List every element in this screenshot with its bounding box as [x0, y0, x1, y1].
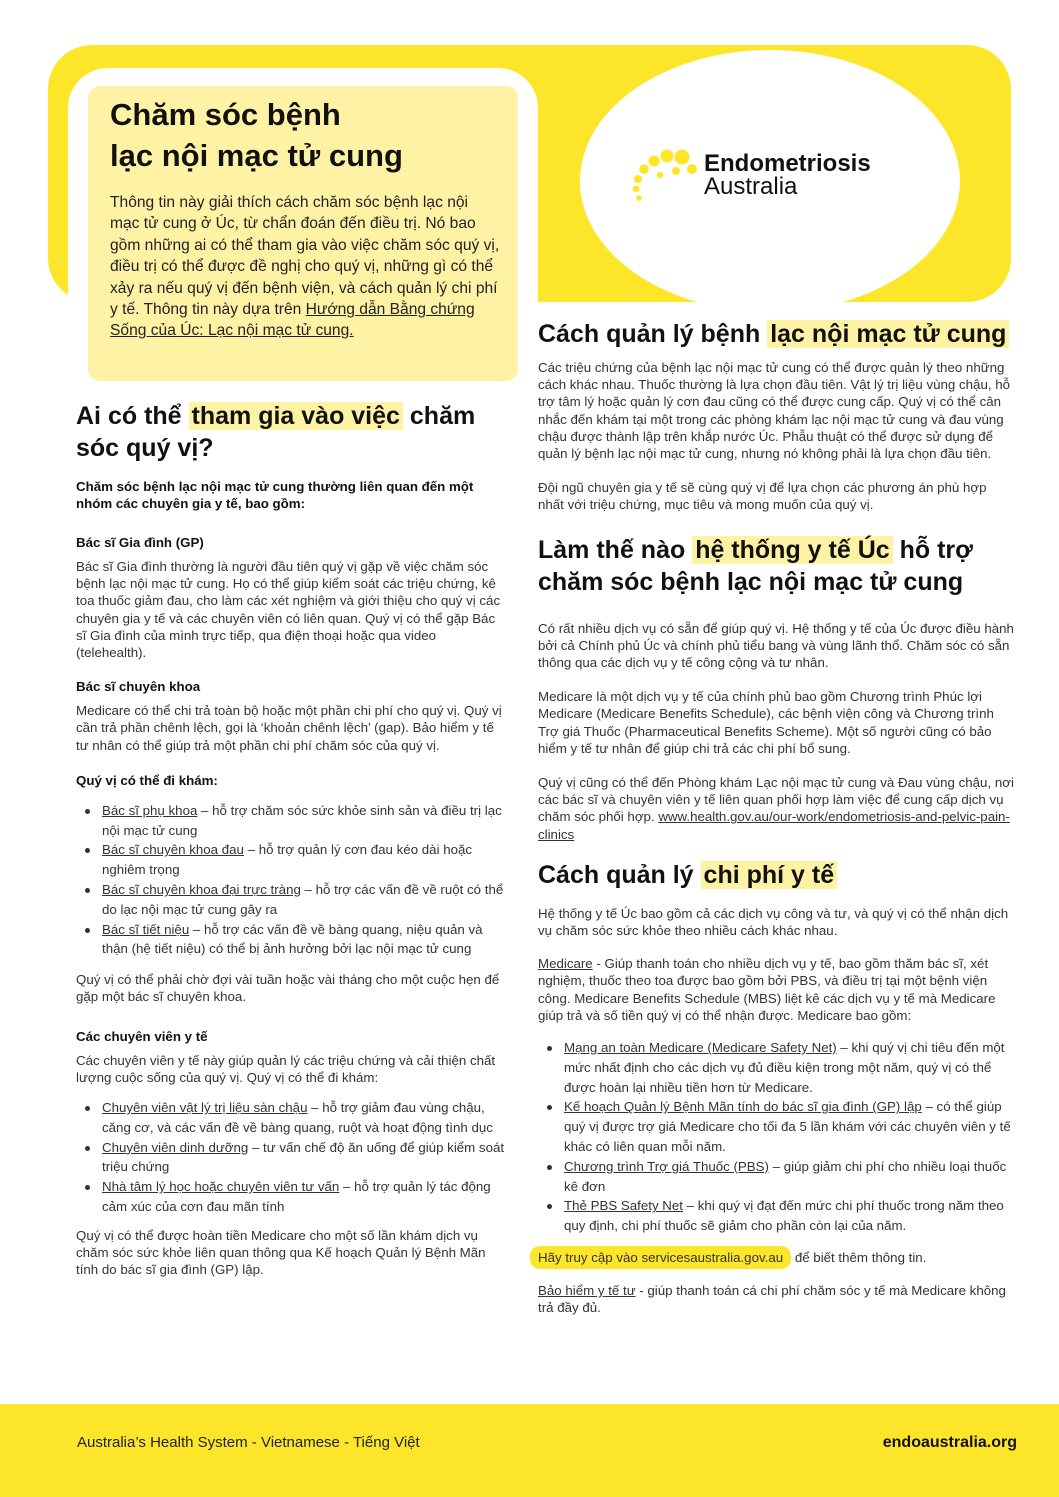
medicare-link[interactable]: Medicare	[538, 956, 593, 972]
manage-paragraph-1: Các triệu chứng của bệnh lạc nội mạc tử cung có thể được quản lý theo những cách khác nhau. Thuốc thường là lựa chọn đầu tiên. Vật lý trị liệu vùng chậu, hỗ trợ tâm lý hoặc quản lý cơn đau cũng có thể được cung cấp. Quý vị có thể cân nhắc đến khám tại một trong các phòng khám lạc nội mạc tử cung và đau vùng chậu được thành lập trên khắp nước Úc. Phẫu thuật có thể được sử dụng để quản lý bệnh lạc nội mạc tử cung, nhưng nó không phải là lựa chọn đầu tiên.	[538, 360, 1011, 462]
costs-heading-pre: Cách quản lý	[538, 860, 701, 889]
costs-paragraph-1: Hệ thống y tế Úc bao gồm cả các dịch vụ công và tư, và quý vị có thể nhận dịch vụ chăm sóc sức khỏe theo nhiều cách khác nhau.	[538, 905, 1009, 939]
system-heading	[538, 534, 1016, 598]
page-title	[110, 94, 500, 176]
costs-heading-highlight: chi phí y tế	[701, 861, 838, 889]
visit-services-line	[538, 1246, 1016, 1269]
who-heading-pre: Ai có thể	[76, 402, 189, 430]
list-item	[102, 840, 508, 880]
list-item-text: – tư vấn chế độ ăn uống để giúp kiểm soát triệu chứng	[102, 1139, 505, 1175]
system-paragraph-3	[538, 774, 1016, 843]
allied-list	[76, 1098, 508, 1217]
list-item	[564, 1157, 1016, 1197]
list-item	[564, 1097, 1016, 1156]
list-item-text: – hỗ trợ các vấn đề về ruột có thể do lạc nội mạc tử cung gây ra	[102, 882, 504, 917]
who-heading	[76, 400, 508, 464]
endometriosis-australia-logo[interactable]	[630, 147, 900, 207]
list-item-text: – khi quý vị đạt đến mức chi phí thuốc trong năm theo quy định, chi phí thuốc sẽ giảm cho phần còn lại của năm.	[564, 1198, 1004, 1234]
medicare-paragraph	[538, 955, 1016, 1024]
system-heading-highlight: hệ thống y tế Úc	[692, 536, 892, 564]
urologist-link[interactable]: Bác sĩ tiết niệu	[102, 921, 190, 937]
clinics-link[interactable]: www.health.gov.au/our-work/endometriosis-and-pelvic-pain-clinics	[538, 809, 1010, 842]
specialist-title: Bác sĩ chuyên khoa	[76, 679, 201, 695]
allied-text: Các chuyên viên y tế này giúp quản lý các triệu chứng và cải thiện chất lượng cuộc sống của quý vị. Quý vị có thể đi khám:	[76, 1052, 496, 1085]
insurance-paragraph	[538, 1282, 1016, 1316]
list-item	[102, 1177, 508, 1217]
list-item	[102, 1138, 508, 1178]
list-item	[102, 920, 508, 960]
logo-dots-icon	[630, 147, 702, 207]
title-line-1: Chăm sóc bệnh	[110, 97, 341, 132]
services-australia-link[interactable]: Hãy truy cập vào servicesaustralia.gov.au	[530, 1246, 791, 1269]
who-heading-highlight: tham gia vào việc	[189, 402, 403, 430]
title-line-2: lạc nội mạc tử cung	[110, 138, 403, 173]
system-paragraph-1: Có rất nhiều dịch vụ có sẵn để giúp quý vị. Hệ thống y tế của Úc được điều hành bởi cả Chính phủ Úc và chính phủ tiểu bang và vùng lãnh thổ. Chăm sóc có sẵn thông qua các dịch vụ y tế công cộng và tư nhân.	[538, 620, 1014, 671]
manage-heading	[538, 318, 1016, 350]
physio-link[interactable]: Chuyên viên vật lý trị liệu sàn chậu	[102, 1100, 308, 1116]
guideline-link[interactable]: Hướng dẫn Bằng chứng Sống của Úc: Lạc nội mạc tử cung.	[110, 301, 475, 340]
gp-title: Bác sĩ Gia đình (GP)	[76, 535, 204, 550]
costs-heading	[538, 859, 1016, 891]
psychologist-link[interactable]: Nhà tâm lý học hoặc chuyên viên tư vấn	[102, 1179, 340, 1195]
list-item-text: – hỗ trợ giảm đau vùng chậu, căng cơ, và các vấn đề về bàng quang, ruột và hoạt động tình dục	[102, 1100, 493, 1135]
colorectal-link[interactable]: Bác sĩ chuyên khoa đại trực tràng	[102, 882, 301, 898]
manage-heading-highlight: lạc nội mạc tử cung	[767, 320, 1009, 348]
specialist-list	[76, 801, 508, 959]
pain-specialist-link[interactable]: Bác sĩ chuyên khoa đau	[102, 842, 244, 858]
who-heading-post: chăm sóc quý vị?	[76, 402, 476, 462]
system-heading-post: hỗ trợ chăm sóc bệnh lạc nội mạc tử cung	[538, 535, 973, 596]
website-link[interactable]: endoaustralia.org	[882, 1434, 1017, 1451]
wait-text: Quý vị có thể phải chờ đợi vài tuần hoặc vài tháng cho một cuộc hẹn để gặp một bác sĩ chuyên khoa.	[76, 972, 500, 1005]
gynaecologist-link[interactable]: Bác sĩ phụ khoa	[102, 802, 198, 818]
pbs-safety-net-link[interactable]: Thẻ PBS Safety Net	[564, 1198, 683, 1214]
insurance-text: - giúp thanh toán cá chi phí chăm sóc y tế mà Medicare không trả đầy đủ.	[538, 1283, 1006, 1316]
system-paragraph-2: Medicare là một dịch vụ y tế của chính phủ bao gồm Chương trình Phúc lợi Medicare (Medicare Benefits Schedule), các bệnh viện công và Chương trình Trợ giá Thuốc (Pharmaceutical Benefits Scheme). Một số người cũng có bảo hiểm y tế tư nhân để giúp chi trả các chi phí bổ sung.	[538, 689, 994, 756]
specialist-text: Medicare có thể chi trả toàn bộ hoặc một phần chi phí cho quý vị. Quý vị cần trả phần chênh lệch, gọi là ‘khoản chênh lệch’ (gap). Bảo hiểm y tế tư nhân có thể giúp trả một phần chi phí chăm sóc của quý vị.	[76, 703, 502, 753]
list-item	[564, 1038, 1016, 1097]
list-item-text: – hỗ trợ chăm sóc sức khỏe sinh sản và điều trị lạc nội mạc tử cung	[102, 802, 502, 838]
right-column	[538, 318, 1016, 1317]
intro-paragraph	[110, 192, 500, 342]
left-column	[76, 400, 508, 1278]
list-item-text: – có thể giúp quý vị được trợ giá Medicare cho tối đa 5 lần khám với các chuyên viên y tế khác có liên quan mỗi năm.	[564, 1099, 1011, 1155]
logo-subname: Australia	[704, 173, 798, 200]
manage-paragraph-2: Đội ngũ chuyên gia y tế sẽ cùng quý vị để lựa chọn các phương án phù hợp nhất với triệu chứng, mục tiêu và mong muốn của quý vị.	[538, 480, 987, 513]
pbs-link[interactable]: Chương trình Trợ giá Thuốc (PBS)	[564, 1158, 769, 1174]
visit-title: Quý vị có thể đi khám:	[76, 772, 218, 788]
list-item-text: – hỗ trợ quản lý cơn đau kéo dài hoặc nghiêm trọng	[102, 842, 473, 878]
gp-text: Bác sĩ Gia đình thường là người đầu tiên quý vị gặp về việc chăm sóc bệnh lạc nội mạc tử cung. Họ có thể giúp kiểm soát các triệu chứng, kê toa thuốc giảm đau, cho làm các xét nghiệm và giới thiệu cho quý vị các chuyên gia y tế và các chuyên viên có liên quan. Quý vị có thể gặp Bác sĩ Gia đình của mình trực tiếp, qua điện thoại hoặc qua video (telehealth).	[76, 559, 501, 661]
dietitian-link[interactable]: Chuyên viên dinh dưỡng	[102, 1139, 249, 1155]
intro-box	[88, 86, 518, 381]
footer	[0, 1404, 1059, 1497]
rebate-text: Quý vị có thể được hoàn tiền Medicare cho một số lần khám dịch vụ chăm sóc sức khỏe liên quan thông qua Kế hoạch Quản lý Bệnh Mãn tính do bác sĩ gia đình (GP) lập.	[76, 1227, 486, 1278]
allied-title: Các chuyên viên y tế	[76, 1028, 208, 1044]
footer-label: Australia’s Health System - Vietnamese - Tiếng Việt	[77, 1434, 420, 1451]
list-item	[102, 801, 508, 841]
private-insurance-link[interactable]: Bảo hiểm y tế tư	[538, 1283, 636, 1299]
safety-net-link[interactable]: Mạng an toàn Medicare (Medicare Safety Net)	[564, 1040, 837, 1056]
list-item-text: – hỗ trợ quản lý tác động cảm xúc của cơn đau mãn tính	[102, 1179, 491, 1214]
list-item-text: – hỗ trợ các vấn đề về bàng quang, niệu quản và thận (hệ tiết niệu) có thể bị ảnh hưởng bởi lạc nội mạc tử cung	[102, 921, 483, 957]
list-item	[102, 1098, 508, 1138]
list-item	[564, 1196, 1016, 1236]
list-item-text: – khi quý vị chi tiêu đến một mức nhất định cho các dịch vụ đủ điều kiện trong một năm, quý vị có thể được hoàn lại nhiều tiền hơn từ Medicare.	[564, 1040, 1005, 1095]
system-paragraph-3-text: Quý vị cũng có thể đến Phòng khám Lạc nội mạc tử cung và Đau vùng chậu, nơi các bác sĩ và chuyên viên y tế liên quan phối hợp làm việc để cung cấp dịch vụ chăm sóc phối hợp.	[538, 775, 1014, 825]
who-lead: Chăm sóc bệnh lạc nội mạc tử cung thường liên quan đến một nhóm các chuyên gia y tế, bao gồm:	[76, 479, 474, 511]
medicare-list	[538, 1038, 1016, 1236]
manage-heading-pre: Cách quản lý bệnh	[538, 320, 768, 348]
logo-name: Endometriosis	[704, 150, 871, 177]
intro-text: Thông tin này giải thích cách chăm sóc bệnh lạc nội mạc tử cung ở Úc, từ chẩn đoán đến điều trị. Nó bao gồm những ai có thể tham gia vào việc chăm sóc quý vị, điều trị có thể được đề nghị cho quý vị, những gì có thể xảy ra nếu quý vị đến bệnh viện, và cách quản lý chi phí y tế. Thông tin này dựa trên	[110, 194, 500, 319]
system-heading-pre: Làm thế nào	[538, 535, 693, 564]
visit-rest-text: để biết thêm thông tin.	[791, 1250, 927, 1266]
chronic-plan-link[interactable]: Kế hoạch Quản lý Bệnh Mãn tính do bác sĩ gia đình (GP) lập	[564, 1099, 922, 1115]
list-item	[102, 880, 508, 920]
medicare-text: - Giúp thanh toán cho nhiều dịch vụ y tế, bao gồm thăm bác sĩ, xét nghiệm, thuốc theo toa được bao gồm bởi PBS, và điều trị tại một bệnh viện công. Medicare Benefits Schedule (MBS) liệt kê các dịch vụ y tế mà Medicare giúp trả và số tiền quý vị có thể nhận được. Medicare bao gồm:	[538, 956, 996, 1023]
list-item-text: – giúp giảm chi phí cho nhiều loại thuốc kê đơn	[564, 1158, 1007, 1194]
